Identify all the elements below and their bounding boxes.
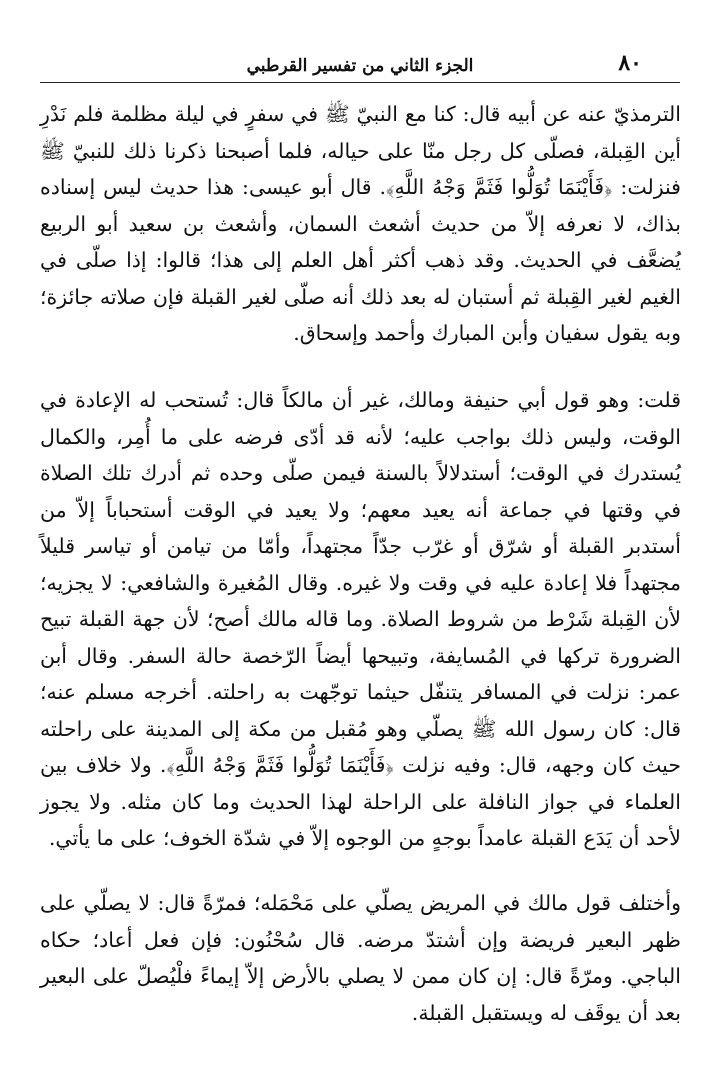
paragraph-3: وأختلف قول مالك في المريض يصلّي على مَحْمَله؛ فمرّةً قال: لا يصلّي على ظهر البعير فريضة وإن أشتدّ مرضه. قال سُحْنُون: فإن فعل أعاد؛ حكاه الباجي. ومرّةً قال: إن كان ممن لا يصلي بالأرض إلاّ إيماءً فلْيُصلّ على البعير بعد أن يوقَف له ويستقبل القبلة. xyxy=(40,891,681,1025)
running-title: الجزء الثاني من تفسير القرطبي xyxy=(246,56,474,76)
paragraph-1: الترمذيّ عنه عن أبيه قال: كنا مع النبيّ ﷺ في سفرٍ في ليلة مظلمة فلم نَدْرِ أين القِبلة، فصلّى كل رجل منّا على حياله، فلما أصبحنا ذكرنا ذلك للنبيّ ﷺ فنزلت: ﴿فَأَيْنَمَا تُوَلُّوا فَثَمَّ وَجْهُ اللَّهِ﴾. قال أبو عيسى: هذا حديث ليس إسناده بذاك، لا نعرفه إلاّ من حديث أشعث السمان، وأشعث بن سعيد أبو الربيع يُضعَّف في الحديث. وقد ذهب أكثر أهل العلم إلى هذا؛ قالوا: إذا صلّى في الغيم لغير القِبلة ثم أستبان له بعد ذلك أنه صلّى لغير القبلة فإن صلاته جائزة؛ وبه يقول سفيان وأبن المبارك وأحمد وإسحاق. xyxy=(40,102,681,345)
page-number: ٨٠ xyxy=(618,50,642,76)
page-header xyxy=(40,48,680,83)
paragraph-2: قلت: وهو قول أبي حنيفة ومالك، غير أن مالكاً قال: تُستحب له الإعادة في الوقت، وليس ذلك بواجب عليه؛ لأنه قد أدّى فرضه على ما أُمِر، والكمال يُستدرك في الوقت؛ أستدلالاً بالسنة فيمن صلّى وحده ثم أدرك تلك الصلاة في وقتها في جماعة أنه يعيد معهم؛ ولا يعيد في الوقت أستحباباً إلاّ من أستدبر القبلة أو شرّق أو غرّب جدّاً مجتهداً، وأمّا من تيامن أو تياسر قليلاً مجتهداً فلا إعادة عليه في وقت ولا غيره. وقال المُغيرة والشافعي: لا يجزيه؛ لأن القِبلة شَرْط من شروط الصلاة. وما قاله مالك أصح؛ لأن جهة القبلة تبيح الضرورة تركها في المُسايفة، وتبيحها أيضاً الرّخصة حالة السفر. وقال أبن عمر: نزلت في المسافر يتنفّل حيثما توجّهت به راحلته. أخرجه مسلم عنه؛ قال: كان رسول الله ﷺ يصلّي وهو مُقبل من مكة إلى المدينة على راحلته حيث كان وجهه، قال: وفيه نزلت ﴿فَأَيْنَمَا تُوَلُّوا فَثَمَّ وَجْهُ اللَّهِ﴾. ولا خلاف بين العلماء في جواز النافلة على الراحلة لهذا الحديث وما كان مثله. ولا يجوز لأحد أن يَدَع القبلة عامداً بوجهٍ من الوجوه إلاّ في شدّة الخوف؛ على ما يأتي. xyxy=(40,388,681,850)
